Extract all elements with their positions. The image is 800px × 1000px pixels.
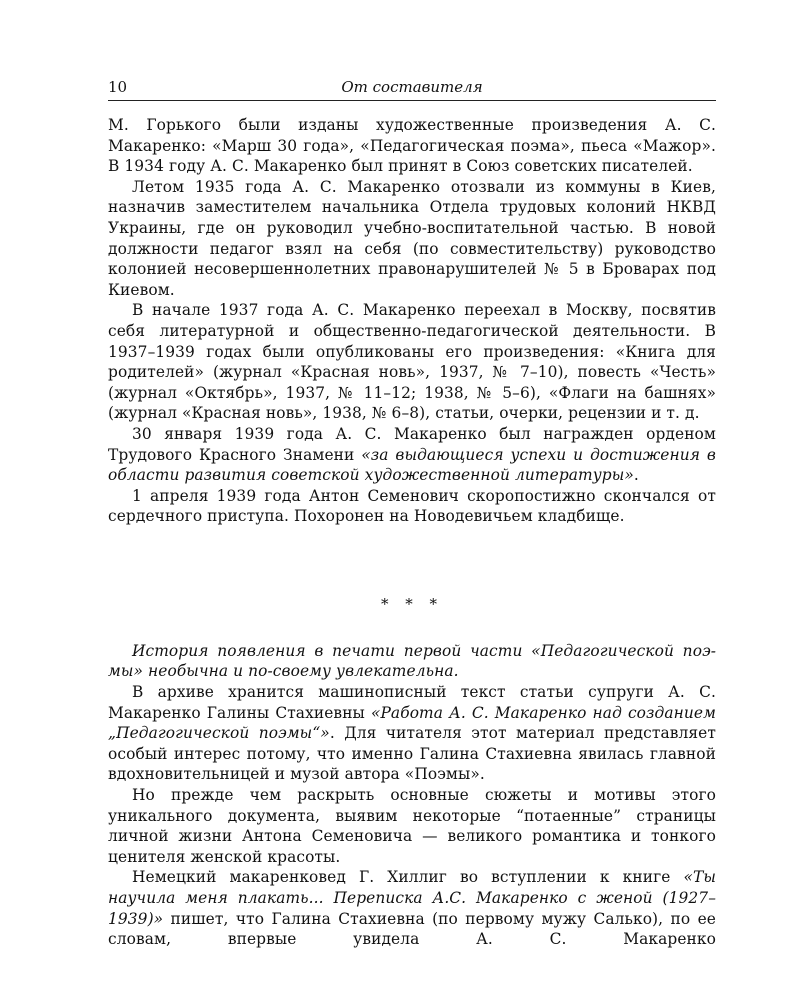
body-section-history [108, 641, 716, 950]
running-head [108, 78, 716, 100]
text-run: . [633, 466, 639, 485]
paragraph [108, 424, 716, 486]
italic-text: «за выдающиеся успехи и достижения в области развития советской художественной литературы» [108, 445, 716, 485]
paragraph [108, 177, 716, 301]
text-run: Немецкий макаренковед Г. Хиллиг во вступлении к книге [132, 868, 684, 887]
paragraph [108, 785, 716, 867]
text-run: В архиве хранится машинописный текст статьи супруги А. С. Макаренко Галины Стахиевны [108, 683, 716, 722]
paragraph [108, 641, 716, 682]
text-run: Летом 1935 года А. С. Макаренко отозвали из коммуны в Киев, назначив заместителем начальника Отдела трудовых колоний НКВД Украины, где он руководил учебно-воспитательной частью. В новой должности педагог взял на себя (по совместительству) руководство колонией несовершеннолетних правонарушителей № 5 в Броварах под Киевом. [108, 177, 716, 299]
paragraph [108, 867, 716, 949]
section-separator: * * * [380, 594, 444, 613]
text-run: В начале 1937 года А. С. Макаренко переехал в Москву, посвятив себя литературной и общественно-педагогической деятельности. В 1937–1939 годах были опубликованы его произведения: «Книга для родителей» (журнал «Красная новь», 1937, № 7–10), повесть «Честь» (журнал «Октябрь», 1937, № 11–12; 1938, № 5–6), «Флаги на башнях» (журнал «Красная новь», 1938, № 6–8), статьи, очерки, рецензии и т. д. [108, 301, 716, 423]
text-run: . Для читателя этот материал представляет особый интерес потому, что именно Галина Стахиевна явилась главной вдохновительницей и музой автора «Поэмы». [108, 724, 716, 784]
body-section-biography [108, 115, 716, 527]
paragraph [108, 115, 716, 177]
paragraph [108, 682, 716, 785]
paragraph [108, 300, 716, 424]
running-title: От составителя [341, 78, 483, 96]
text-run: пишет, что Галина Стахиевна (по первому мужу Салько), по ее словам, впервые увидела А. С. Макаренко [108, 909, 716, 949]
text-run: Но прежде чем раскрыть основные сюжеты и мотивы этого уникального документа, выявим некоторые “потаенные” страницы личной жизни Антона Семеновича — великого романтика и тонкого ценителя женской красоты. [108, 786, 716, 866]
text-run: 30 января 1939 года А. С. Макаренко был награжден орденом Трудового Красного Знамени [108, 424, 716, 464]
text-run: 1 апреля 1939 года Антон Семенович скоропостижно скончался от сердечного приступа. Похоронен на Новодевичьем кладбище. [108, 486, 716, 526]
paragraph [108, 486, 716, 527]
italic-text: «Работа А. С. Макаренко над созданием „Педагогической поэмы“» [108, 703, 716, 743]
page-number: 10 [108, 78, 128, 96]
italic-text: История появления в печати первой части «Педагогической поэмы» необычна и по-своему увлекательна. [108, 641, 716, 681]
italic-text: «Ты научила меня плакать... Переписка А.С. Макаренко с женой (1927–1939)» [108, 868, 716, 928]
book-page [108, 78, 716, 950]
header-rule [108, 100, 716, 101]
text-run: М. Горького были изданы художественные произведения А. С. Макаренко: «Марш 30 года», «Педагогическая поэма», пьеса «Мажор». В 1934 году А. С. Макаренко был принят в Союз советских писателей. [108, 116, 716, 176]
